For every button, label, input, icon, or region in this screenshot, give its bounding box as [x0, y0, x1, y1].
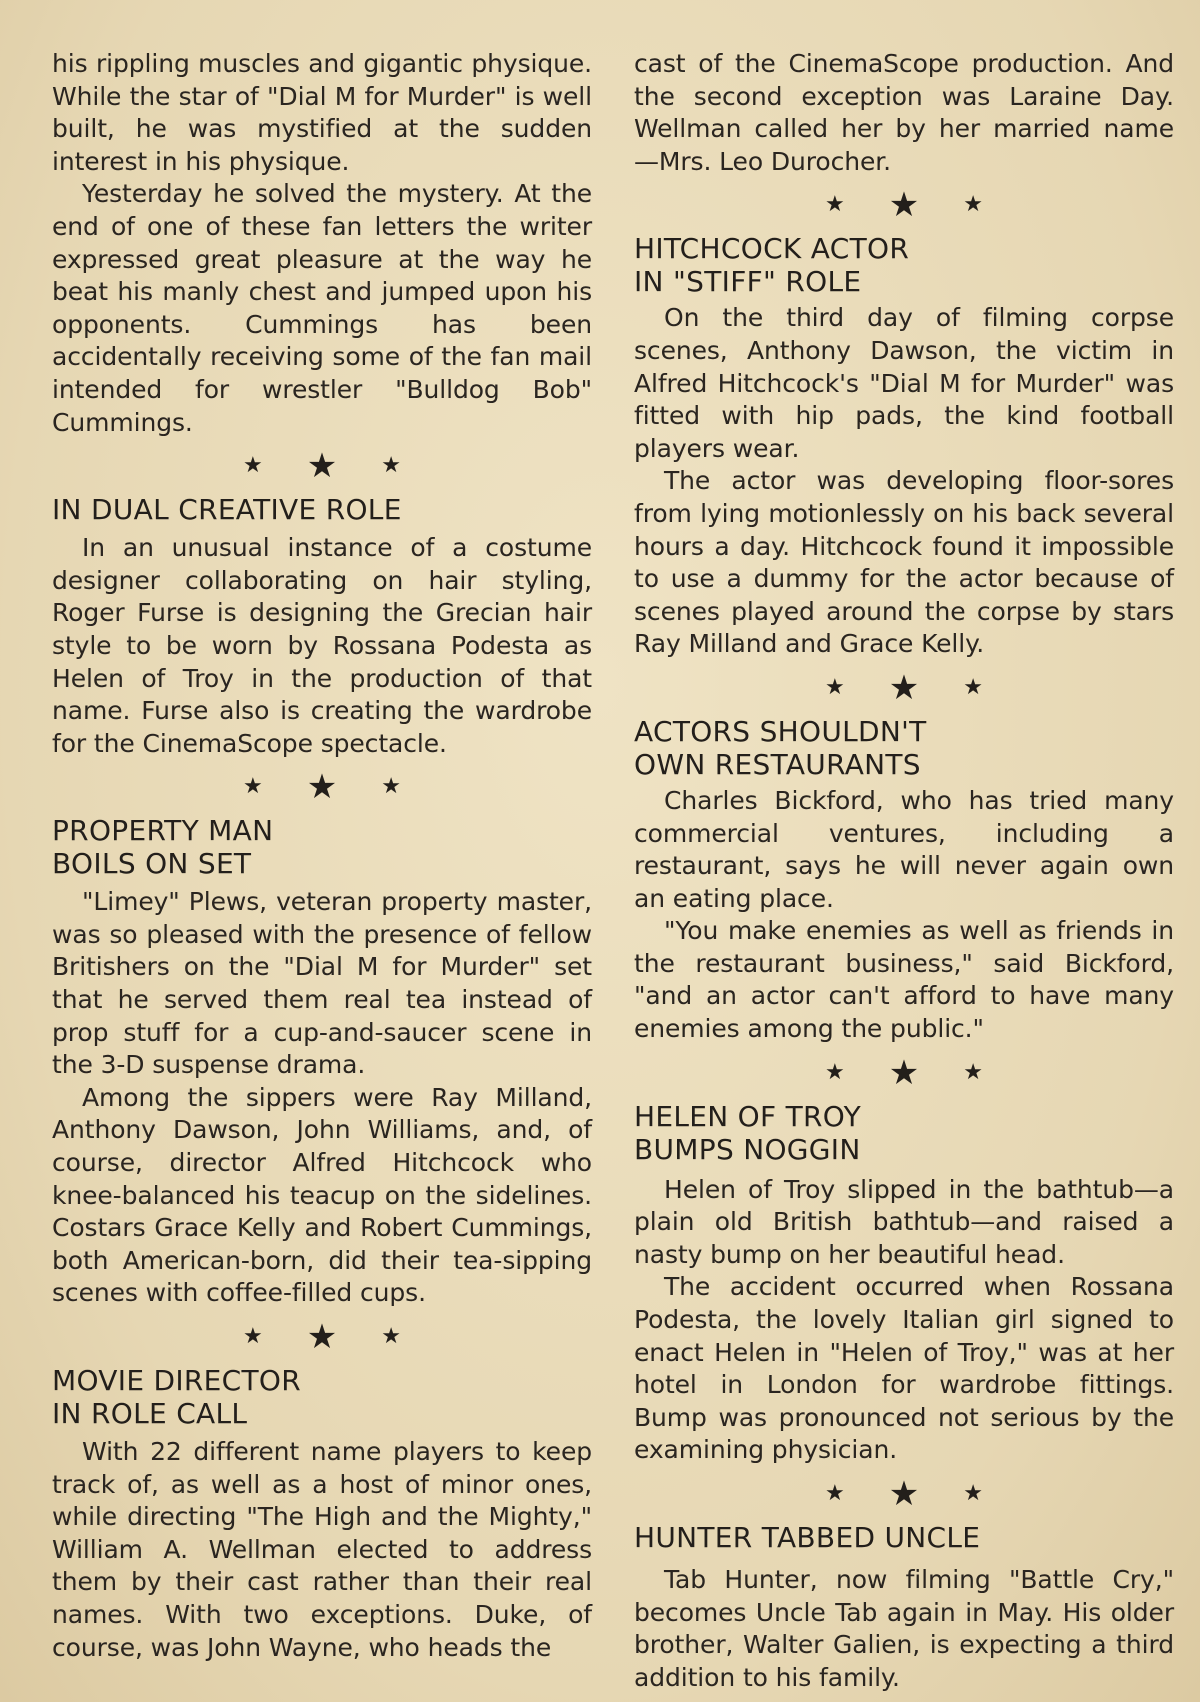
- star-icon: ★: [888, 667, 920, 708]
- article-paragraph: Yesterday he solved the mystery. At the end of one of these fan letters the writer expressed great pleasure at the way he beat his manly chest and jumped upon his opponents. Cummings has been accidentally receiving some of the fan mail intended for wrestler "Bulldog Bob" Cummings.: [52, 179, 592, 437]
- star-icon: ★: [381, 774, 401, 800]
- article-paragraph: With 22 different name players to keep track of, as well as a host of minor ones, while directing "The High and the Mighty," William A. Wellman elected to address them by their cast rather than their real names. With two exceptions. Duke, of course, was John Wayne, who heads the: [52, 1437, 592, 1662]
- star-icon: ★: [243, 774, 263, 800]
- star-separator: [634, 1467, 1174, 1521]
- star-icon: ★: [888, 185, 920, 226]
- article-headline: [634, 1100, 1174, 1166]
- article-paragraph: Helen of Troy slipped in the bathtub—a plain old British bathtub—and raised a nasty bump on her beautiful head.: [634, 1174, 1174, 1269]
- star-icon: ★: [825, 192, 845, 218]
- star-icon: ★: [825, 674, 845, 700]
- star-icon: ★: [888, 1474, 920, 1514]
- star-icon: ★: [306, 1317, 338, 1357]
- headline-line: HELEN OF TROY: [634, 1099, 861, 1133]
- star-icon: ★: [825, 1481, 845, 1506]
- article-paragraph: The accident occurred when Rossana Podesta, the lovely Italian girl signed to enact Helen in "Helen of Troy," was at her hotel in London for wardrobe fittings. Bump was pronounced not serious by the examining physician.: [634, 1272, 1174, 1465]
- star-icon: ★: [825, 1059, 845, 1085]
- headline-line: ACTORS SHOULDN'T: [634, 714, 927, 748]
- headline-line: OWN RESTAURANTS: [634, 747, 921, 781]
- article-headline: [634, 715, 1174, 781]
- star-icon: ★: [306, 446, 338, 487]
- headline-line: IN ROLE CALL: [52, 1397, 248, 1430]
- continued-paragraph: cast of the CinemaScope production. And the second exception was Laraine Day. Wellman called her by her married name —Mrs. Leo Durocher.: [634, 49, 1174, 176]
- star-icon: ★: [963, 674, 983, 700]
- star-icon: ★: [243, 1324, 263, 1349]
- article-paragraph: In an unusual instance of a costume designer collaborating on hair styling, Roger Furse is designing the Grecian hair style to be worn by Rossana Podesta as Helen of Troy in the production of that name. Furse also is creating the wardrobe for the CinemaScope spectacle.: [52, 533, 592, 758]
- headline-line: PROPERTY MAN: [52, 814, 274, 848]
- article-headline: IN DUAL CREATIVE ROLE: [52, 493, 402, 527]
- headline-line: IN "STIFF" ROLE: [634, 265, 862, 299]
- star-icon: ★: [963, 192, 983, 218]
- star-icon: ★: [963, 1059, 983, 1085]
- article-paragraph: Charles Bickford, who has tried many commercial ventures, including a restaurant, says he will never again own an eating place.: [634, 785, 1174, 913]
- article-headline: [52, 814, 592, 880]
- star-separator: [634, 1046, 1174, 1100]
- star-icon: ★: [243, 453, 263, 479]
- article-paragraph: "Limey" Plews, veteran property master, was so pleased with the presence of fellow Britishers on the "Dial M for Murder" set that he served them real tea instead of prop stuff for a cup-and-saucer scene in the 3-D suspense drama.: [52, 887, 592, 1080]
- star-separator: [634, 661, 1174, 715]
- article-paragraph: "You make enemies as well as friends in the restaurant business," said Bickford, "and an actor can't afford to have many enemies among the public.": [634, 916, 1174, 1044]
- right-column: [634, 48, 1174, 1694]
- star-separator: [52, 760, 592, 814]
- article-headline: HUNTER TABBED UNCLE: [634, 1521, 981, 1554]
- star-separator: [634, 178, 1174, 232]
- headline-line: MOVIE DIRECTOR: [52, 1364, 302, 1397]
- headline-line: BUMPS NOGGIN: [634, 1132, 861, 1166]
- star-separator: [52, 1310, 592, 1364]
- headline-line: HITCHCOCK ACTOR: [634, 232, 910, 266]
- article-paragraph: Among the sippers were Ray Milland, Anthony Dawson, John Williams, and, of course, director Alfred Hitchcock who knee-balanced his teacup on the sidelines. Costars Grace Kelly and Robert Cummings, both American-born, did their tea-sipping scenes with coffee-filled cups.: [52, 1082, 592, 1308]
- continued-paragraph: his rippling muscles and gigantic physique. While the star of "Dial M for Murder" is well built, he was mystified at the sudden interest in his physique.: [52, 49, 592, 176]
- star-separator: [52, 439, 592, 493]
- article-paragraph: Tab Hunter, now filming "Battle Cry," becomes Uncle Tab again in May. His older brother, Walter Galien, is expecting a third addition to his family.: [634, 1565, 1174, 1692]
- article-headline: [52, 1364, 592, 1430]
- headline-line: BOILS ON SET: [52, 847, 252, 881]
- star-icon: ★: [888, 1052, 920, 1093]
- article-paragraph: The actor was developing floor-sores from lying motionlessly on his back several hours a day. Hitchcock found it impossible to use a dummy for the actor because of scenes played around the corpse by stars Ray Milland and Grace Kelly.: [634, 466, 1174, 659]
- star-icon: ★: [963, 1481, 983, 1506]
- star-icon: ★: [306, 767, 338, 808]
- article-paragraph: On the third day of filming corpse scenes, Anthony Dawson, the victim in Alfred Hitchcock's "Dial M for Murder" was fitted with hip pads, the kind football players wear.: [634, 303, 1174, 463]
- star-icon: ★: [381, 453, 401, 479]
- article-headline: [634, 232, 1174, 298]
- left-column: [52, 48, 592, 1664]
- star-icon: ★: [381, 1324, 401, 1349]
